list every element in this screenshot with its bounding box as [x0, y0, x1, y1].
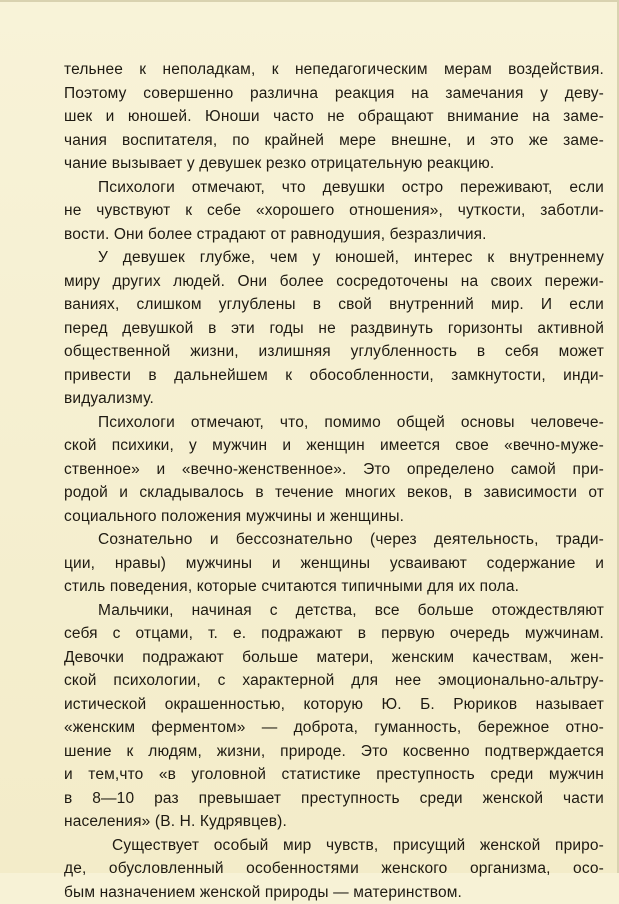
text-line: Поэтому совершенно различна реакция на замечания у деву-: [64, 82, 604, 106]
paragraph-first-line: Сознательно и бессознательно (через деятельность, тради-: [64, 528, 604, 552]
text-line: не чувствуют к себе «хорошего отношения», чуткости, заботли-: [64, 199, 604, 223]
paragraph-first-line: Психологи отмечают, что, помимо общей основы человече-: [64, 411, 604, 435]
text-line: и тем,что «в уголовной статистике преступность среди мужчин: [64, 763, 604, 787]
text-line: ской психологии, с характерной для нее эмоционально-альтру-: [64, 669, 604, 693]
text-line: общественной жизни, излишняя углубленность в себя может: [64, 340, 604, 364]
text-line: «женским ферментом» — доброта, гуманность, бережное отно-: [64, 716, 604, 740]
text-line: социального положения мужчины и женщины.: [64, 505, 604, 529]
text-line: Девочки подражают больше матери, женским качествам, жен-: [64, 646, 604, 670]
text-line: тельнее к неполадкам, к непедагогическим мерам воздействия.: [64, 58, 604, 82]
text-line: шение к людям, жизни, природе. Это косвенно подтверждается: [64, 740, 604, 764]
text-line: себя с отцами, т. е. подражают в первую очередь мужчинам.: [64, 622, 604, 646]
text-line: видуализму.: [64, 387, 604, 411]
text-line: де, обусловленный особенностями женского организма, осо-: [64, 857, 604, 881]
text-line: перед девушкой в эти годы не раздвинуть горизонты активной: [64, 317, 604, 341]
text-line: населения» (В. Н. Кудрявцев).: [64, 810, 604, 834]
page-top-edge: [0, 0, 619, 2]
text-line: ции, нравы) мужчины и женщины усваивают содержание и: [64, 552, 604, 576]
text-line: ской психики, у мужчин и женщин имеется свое «вечно-муже-: [64, 434, 604, 458]
body-text: [64, 58, 604, 904]
text-line: стиль поведения, которые считаются типичными для их пола.: [64, 575, 604, 599]
text-line: истической окрашенностью, которую Ю. Б. Рюриков называет: [64, 693, 604, 717]
text-line: ваниях, слишком углублены в свой внутренний мир. И если: [64, 293, 604, 317]
paragraph-first-line: Психологи отмечают, что девушки остро переживают, если: [64, 176, 604, 200]
text-line: ственное» и «вечно-женственное». Это определено самой при-: [64, 458, 604, 482]
paragraph-first-line: У девушек глубже, чем у юношей, интерес к внутреннему: [64, 246, 604, 270]
paragraph-first-line: Существует особый мир чувств, присущий женской приро-: [64, 834, 604, 858]
paragraph-first-line: Мальчики, начиная с детства, все больше отождествляют: [64, 599, 604, 623]
text-line: родой и складывалось в течение многих веков, в зависимости от: [64, 481, 604, 505]
text-line: шек и юношей. Юноши часто не обращают внимание на заме-: [64, 105, 604, 129]
text-line: привести в дальнейшем к обособленности, замкнутости, инди-: [64, 364, 604, 388]
text-line: в 8—10 раз превышает преступность среди женской части: [64, 787, 604, 811]
text-line: вости. Они более страдают от равнодушия, безразличия.: [64, 223, 604, 247]
text-line: бым назначением женской природы — материнством.: [64, 881, 604, 904]
text-line: чания воспитателя, по крайней мере внешне, и это же заме-: [64, 129, 604, 153]
text-line: чание вызывает у девушек резко отрицательную реакцию.: [64, 152, 604, 176]
text-line: миру других людей. Они более сосредоточены на своих пережи-: [64, 270, 604, 294]
